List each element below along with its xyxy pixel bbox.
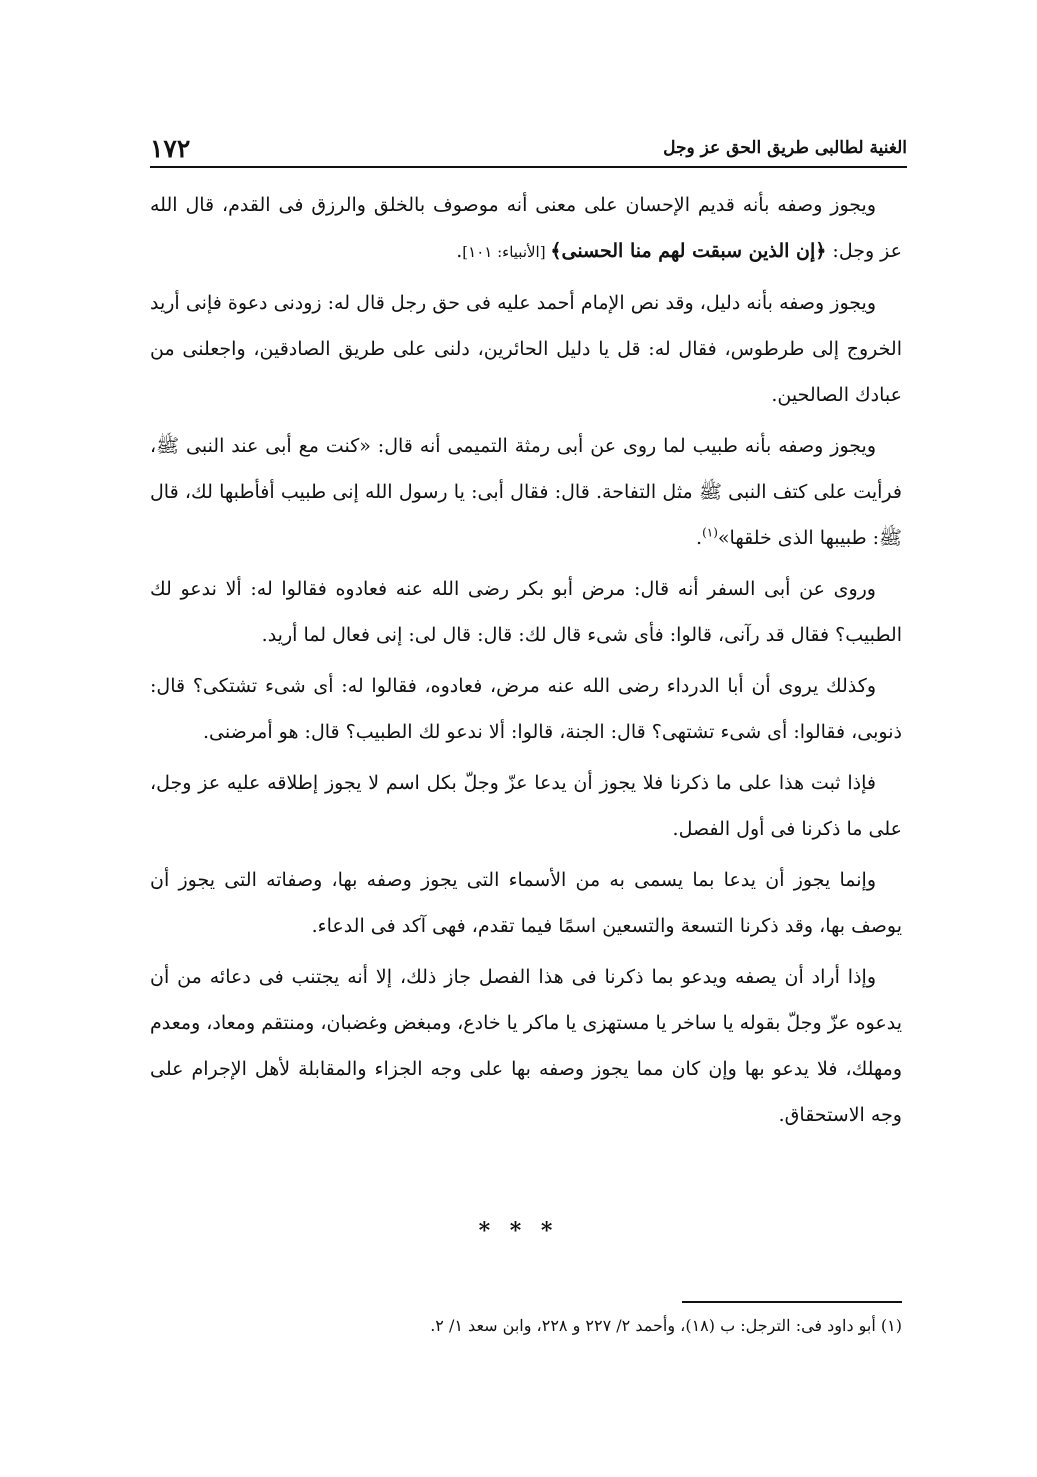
paragraph-3 [150, 423, 902, 561]
quran-verse: ﴿إن الذين سبقت لهم منا الحسنى﴾ [550, 240, 827, 262]
running-title: الغنية لطالبى طريق الحق عز وجل [663, 138, 907, 158]
paragraph-8: وإذا أراد أن يصفه ويدعو بما ذكرنا فى هذا الفصل جاز ذلك، إلا أنه يجتنب فى دعائه من أن يدعوه عزّ وجلّ بقوله يا ساخر يا مستهزى يا ماكر يا خادع، ومبغض وغضبان، ومنتقم ومعاد، ومعدم ومهلك، فلا يدعو بها وإن كان مما يجوز وصفه بها على وجه الجزاء والمقابلة لأهل الإجرام على وجه الاستحقاق. [150, 966, 902, 1126]
section-separator: * * * [478, 1218, 559, 1244]
footnote: (١) أبو داود فى: الترجل: ب (١٨)، وأحمد ٢/ ٢٢٧ و ٢٢٨، وابن سعد ١/ ٢. [430, 1316, 902, 1335]
page-number: ١٧٢ [150, 133, 191, 163]
paragraph-6: فإذا ثبت هذا على ما ذكرنا فلا يجوز أن يدعا عزّ وجلّ بكل اسم لا يجوز إطلاقه عليه عز وجل، على ما ذكرنا فى أول الفصل. [150, 772, 902, 840]
paragraph-5: وكذلك يروى أن أبا الدرداء رضى الله عنه مرض، فعادوه، فقالوا له: أى شىء تشتكى؟ قال: ذنوبى، فقالوا: أى شىء تشتهى؟ قال: الجنة، قالوا: ألا ندعو لك الطبيب؟ قال: هو أمرضنى. [150, 675, 902, 743]
paragraph-7: وإنما يجوز أن يدعا بما يسمى به من الأسماء التى يجوز وصفه بها، وصفاته التى يجوز أن يوصف بها، وقد ذكرنا التسعة والتسعين اسمًا فيما تقدم، فهى آكد فى الدعاء. [150, 869, 902, 937]
paragraph-2: ويجوز وصفه بأنه دليل، وقد نص الإمام أحمد عليه فى حق رجل قال له: زودنى دعوة فإنى أريد الخروج إلى طرطوس، فقال له: قل يا دليل الحائرين، دلنى على طريق الصادقين، واجعلنى من عبادك الصالحين. [150, 292, 902, 406]
body-text [150, 182, 902, 1143]
quran-reference: [الأنبياء: ١٠١] [462, 243, 551, 261]
paragraph-4: وروى عن أبى السفر أنه قال: مرض أبو بكر رضى الله عنه فعادوه فقالوا له: ألا ندعو لك الطبيب؟ فقال قد رآنى، قالوا: فأى شىء قال لك: قال: قال لى: إنى فعال لما أريد. [150, 578, 902, 646]
paragraph-text: ويجوز وصفه بأنه طبيب لما روى عن أبى رمثة التميمى أنه قال: «كنت مع أبى عند النبى ﷺ، فرأيت على كتف النبى ﷺ مثل التفاحة. قال: فقال أبى: يا رسول الله إنى طبيب أفأطبها لك، قال ﷺ: طبيبها الذى خلقها» [150, 435, 902, 549]
paragraph-text: ويجوز وصفه بأنه قديم الإحسان على معنى أنه موصوف بالخلق والرزق فى القدم، قال الله عز وجل: [150, 194, 902, 262]
footnote-marker: (١) [702, 525, 718, 540]
paragraph-end: . [696, 527, 703, 549]
page-header [150, 128, 907, 168]
paragraph-end: . [456, 240, 463, 262]
paragraph-1 [150, 182, 902, 275]
header-rule [150, 166, 907, 168]
footnote-rule [682, 1301, 902, 1303]
